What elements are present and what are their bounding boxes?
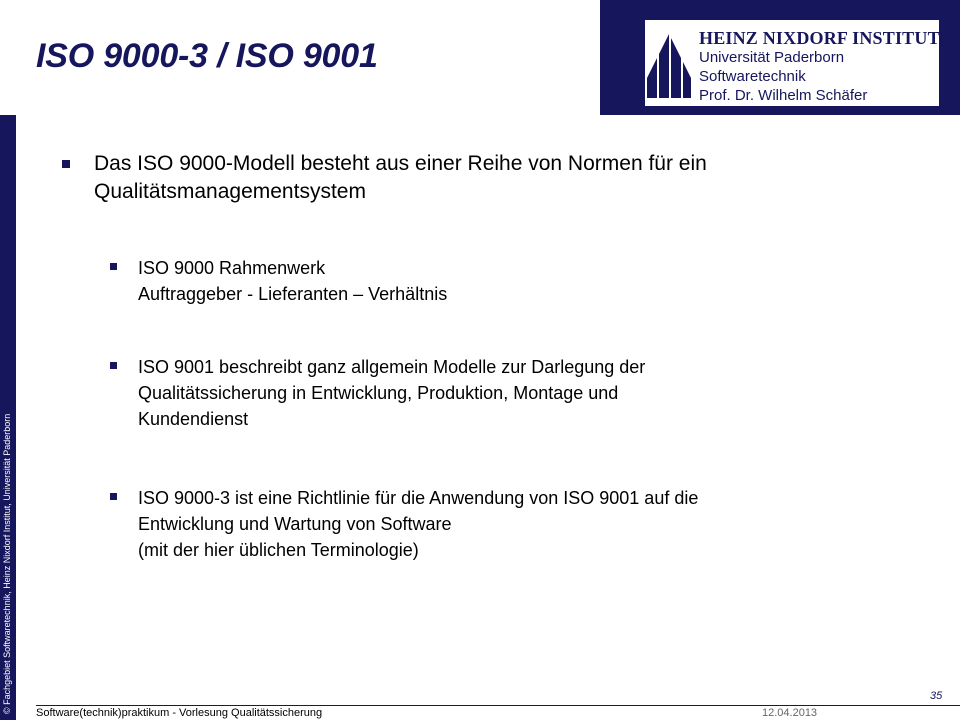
page-number: 35 xyxy=(930,690,943,702)
slide-title: ISO 9000-3 / ISO 9001 xyxy=(36,37,378,75)
bullet-sub-2-text xyxy=(138,354,908,432)
logo-university: Universität Paderborn xyxy=(699,49,845,66)
logo-department: Softwaretechnik xyxy=(699,68,806,85)
bullet-sub-3-line: Entwicklung und Wartung von Software xyxy=(138,514,452,534)
bullet-square-icon xyxy=(62,160,70,168)
bullet-sub-1-line: Auftraggeber - Lieferanten – Verhältnis xyxy=(138,284,448,304)
bullet-main-line: Qualitätsmanagementsystem xyxy=(94,180,366,203)
footer-course: Software(technik)praktikum - Vorlesung Qualitätssicherung xyxy=(36,706,366,720)
bullet-square-icon xyxy=(110,362,117,369)
hni-logo-icon xyxy=(645,28,693,100)
logo-institute-name: HEINZ NIXDORF INSTITUT xyxy=(699,28,940,48)
bullet-main-line: Das ISO 9000-Modell besteht aus einer Reihe von Normen für ein xyxy=(94,152,707,175)
bullet-square-icon xyxy=(110,493,117,500)
bullet-sub-2-line: Qualitätssicherung in Entwicklung, Produktion, Montage und xyxy=(138,383,619,403)
logo-text xyxy=(699,28,939,105)
bullet-sub-1-text xyxy=(138,255,908,307)
logo-professor: Prof. Dr. Wilhelm Schäfer xyxy=(699,87,868,104)
institute-logo xyxy=(645,20,939,106)
bullet-sub-1-line: ISO 9000 Rahmenwerk xyxy=(138,258,326,278)
bullet-sub-2-line: ISO 9001 beschreibt ganz allgemein Modelle zur Darlegung der xyxy=(138,357,646,377)
bullet-sub-3-text xyxy=(138,485,908,563)
bullet-sub-2-line: Kundendienst xyxy=(138,409,249,429)
copyright-text: © Fachgebiet Softwaretechnik, Heinz Nixdorf Institut, Universität Paderborn xyxy=(2,413,12,714)
bullet-main-text xyxy=(94,150,914,206)
bullet-sub-3-line: (mit der hier üblichen Terminologie) xyxy=(138,540,419,560)
bullet-square-icon xyxy=(110,263,117,270)
footer-date: 12.04.2013 xyxy=(762,707,818,719)
bullet-sub-3-line: ISO 9000-3 ist eine Richtlinie für die Anwendung von ISO 9001 auf die xyxy=(138,488,699,508)
